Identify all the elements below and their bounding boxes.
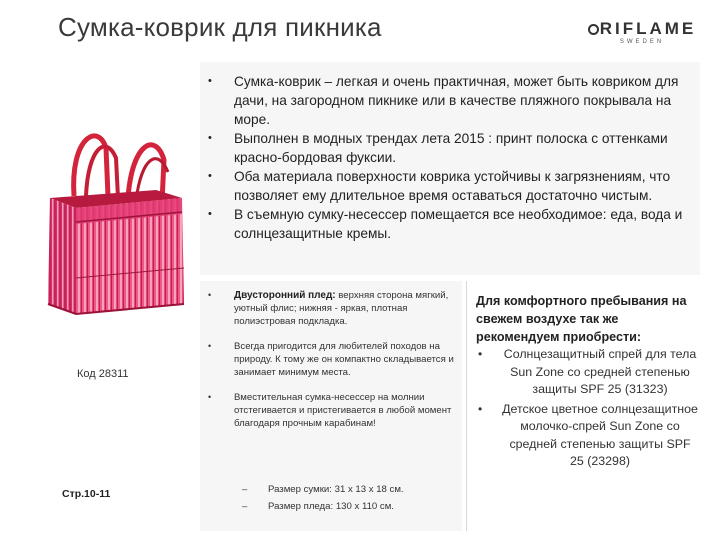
bullet-icon: •	[478, 401, 483, 416]
description-item: • В съемную сумку-несессер помещается все необходимое: еда, вода и солнцезащитные кремы.	[208, 207, 683, 241]
bullet-icon: •	[478, 347, 483, 361]
description-item: • Выполнен в модных трендах лета 2015 : принт полоска с оттенками красно-бордовая фуксии.	[208, 131, 668, 165]
product-bag-image	[36, 118, 196, 318]
details-item: • Двусторонний плед: верхняя сторона мягкий, уютный флис; нижняя - яркая, плотная полиэстровая подкладка.	[208, 290, 449, 327]
description-list	[200, 72, 690, 243]
details-item-bold: Двусторонний плед:	[234, 290, 336, 301]
logo-o-ring-icon	[588, 24, 599, 35]
details-list	[200, 289, 458, 442]
description-item: • Сумка-коврик – легкая и очень практичная, может быть ковриком для дачи, на загородном пикнике или в качестве пляжного покрывала на море.	[208, 74, 679, 127]
bullet-icon: •	[208, 208, 212, 220]
bullet-icon: •	[208, 290, 212, 300]
bullet-icon: •	[208, 170, 212, 182]
bullet-icon: •	[208, 341, 212, 351]
dash-icon: –	[242, 484, 248, 495]
size-item: – Размер пледа: 130 х 110 см.	[238, 498, 458, 515]
oriflame-logo	[584, 20, 700, 46]
recommend-list	[476, 346, 698, 473]
bullet-icon: •	[208, 392, 212, 402]
details-item: • Всегда пригодится для любителей походов на природу. К тому же он компактно складывается и занимает минимум места.	[208, 341, 454, 378]
bullet-icon: •	[208, 132, 212, 144]
size-item: – Размер сумки: 31 х 13 х 18 см.	[238, 481, 458, 498]
logo-subtitle: SWEDEN	[619, 39, 665, 45]
page-title: Сумка-коврик для пикника	[58, 12, 382, 42]
dash-icon: –	[242, 501, 248, 512]
logo-wordmark: RIFLAME	[584, 20, 700, 38]
bullet-icon: •	[208, 75, 212, 87]
description-item: • Оба материала поверхности коврика устойчивы к загрязнениям, что позволяет ему длительное время оставаться достаточно чистым.	[208, 169, 671, 203]
recommend-heading: Для комфортного пребывания на свежем воздухе так же рекомендуем приобрести:	[476, 294, 687, 344]
product-code: Код 28311	[77, 368, 129, 380]
recommend-item: • Детское цветное солнцезащитное молочко-спрей Sun Zone со средней степенью защиты SPF 25 (23298)	[478, 401, 698, 468]
size-list	[238, 481, 458, 515]
recommend-item: • Солнцезащитный спрей для тела Sun Zone со средней степенью защиты SPF 25 (31323)	[478, 347, 697, 396]
details-item: • Вместительная сумка-несессер на молнии отстегивается и пристегивается в любой момент благодаря прочным карабинам!	[208, 392, 452, 429]
catalog-page-ref: Стр.10-11	[62, 488, 111, 500]
